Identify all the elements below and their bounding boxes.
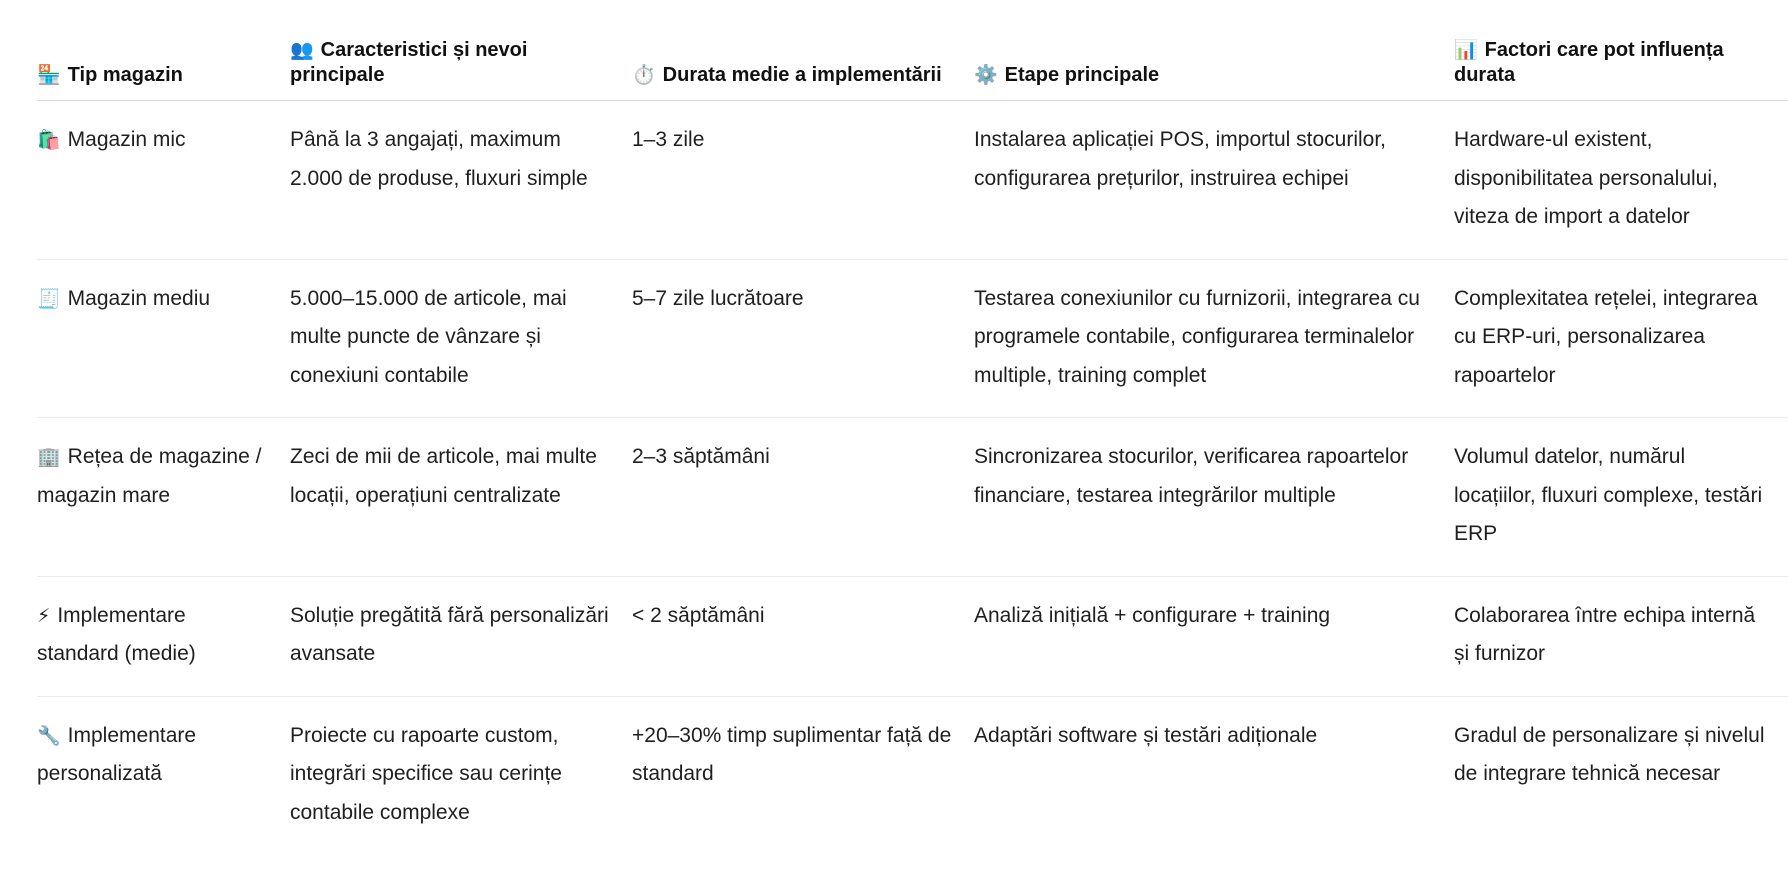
people-icon: 👥 <box>290 39 314 61</box>
cell-steps: Sincronizarea stocurilor, verificarea rapoartelor financiare, testarea integrărilor multiple <box>974 418 1454 577</box>
store-type-label: Magazin mediu <box>67 286 211 310</box>
stopwatch-icon: ⏱️ <box>632 64 656 86</box>
cell-steps: Instalarea aplicației POS, importul stocurilor, configurarea prețurilor, instruirea echipei <box>974 101 1454 260</box>
implementation-duration-table <box>37 28 1788 854</box>
shop-icon: 🏪 <box>37 64 61 86</box>
header-characteristics <box>290 28 632 101</box>
cell-store-type <box>37 101 290 260</box>
cell-factors: Colaborarea între echipa internă și furnizor <box>1454 576 1788 696</box>
table-header <box>37 28 1788 101</box>
header-label: Tip magazin <box>67 64 183 86</box>
cell-characteristics: Până la 3 angajați, maximum 2.000 de produse, fluxuri simple <box>290 101 632 260</box>
header-steps <box>974 28 1454 101</box>
cell-characteristics: 5.000–15.000 de articole, mai multe puncte de vânzare și conexiuni contabile <box>290 259 632 418</box>
cell-duration: 5–7 zile lucrătoare <box>632 259 974 418</box>
cell-factors: Hardware-ul existent, disponibilitatea personalului, viteza de import a datelor <box>1454 101 1788 260</box>
cell-store-type <box>37 576 290 696</box>
shopping-bags-icon: 🛍️ <box>37 129 61 151</box>
cell-store-type <box>37 259 290 418</box>
cell-factors: Complexitatea rețelei, integrarea cu ERP-uri, personalizarea rapoartelor <box>1454 259 1788 418</box>
table-body <box>37 101 1788 855</box>
table-row <box>37 101 1788 260</box>
cell-duration: < 2 săptămâni <box>632 576 974 696</box>
cell-characteristics: Proiecte cu rapoarte custom, integrări specifice sau cerințe contabile complexe <box>290 723 562 824</box>
cell-duration: 1–3 zile <box>632 101 974 260</box>
cell-duration: +20–30% timp suplimentar față de standard <box>632 723 952 785</box>
store-type-label: Implementare standard (medie) <box>37 603 196 665</box>
cell-factors: Gradul de personalizare și nivelul de integrare tehnică necesar <box>1454 723 1765 785</box>
header-label: Etape principale <box>1004 64 1160 86</box>
header-label: Caracteristici și nevoi principale <box>290 39 528 86</box>
office-building-icon: 🏢 <box>37 446 61 468</box>
header-duration <box>632 28 974 101</box>
header-label: Durata medie a implementării <box>662 64 942 86</box>
header-row <box>37 28 1788 101</box>
cell-steps: Analiză inițială + configurare + training <box>974 576 1454 696</box>
cell-duration: 2–3 săptămâni <box>632 418 974 577</box>
table-row <box>37 576 1788 696</box>
cell-store-type <box>37 696 290 854</box>
header-label: Factori care pot influența durata <box>1454 39 1724 86</box>
cell-store-type <box>37 418 290 577</box>
header-store-type <box>37 28 290 101</box>
gear-icon: ⚙️ <box>974 64 998 86</box>
cell-steps: Testarea conexiunilor cu furnizorii, integrarea cu programele contabile, configurarea terminalelor multiple, training complet <box>974 259 1454 418</box>
store-type-label: Implementare personalizată <box>37 723 197 785</box>
store-type-label: Rețea de magazine / magazin mare <box>37 445 262 507</box>
table-row <box>37 259 1788 418</box>
cell-characteristics: Zeci de mii de articole, mai multe locații, operațiuni centralizate <box>290 418 632 577</box>
receipt-icon: 🧾 <box>37 287 61 310</box>
implementation-table-container <box>37 28 1788 854</box>
cell-characteristics: Soluție pregătită fără personalizări avansate <box>290 576 632 696</box>
cell-steps: Adaptări software și testări adiționale <box>974 723 1318 747</box>
store-type-label: Magazin mic <box>67 128 186 151</box>
lightning-icon: ⚡ <box>37 604 51 627</box>
header-factors <box>1454 28 1788 101</box>
cell-factors: Volumul datelor, numărul locațiilor, fluxuri complexe, testări ERP <box>1454 418 1788 577</box>
wrench-icon: 🔧 <box>37 724 61 747</box>
table-row <box>37 418 1788 577</box>
table-row <box>37 696 1788 854</box>
bar-chart-icon: 📊 <box>1454 39 1478 61</box>
